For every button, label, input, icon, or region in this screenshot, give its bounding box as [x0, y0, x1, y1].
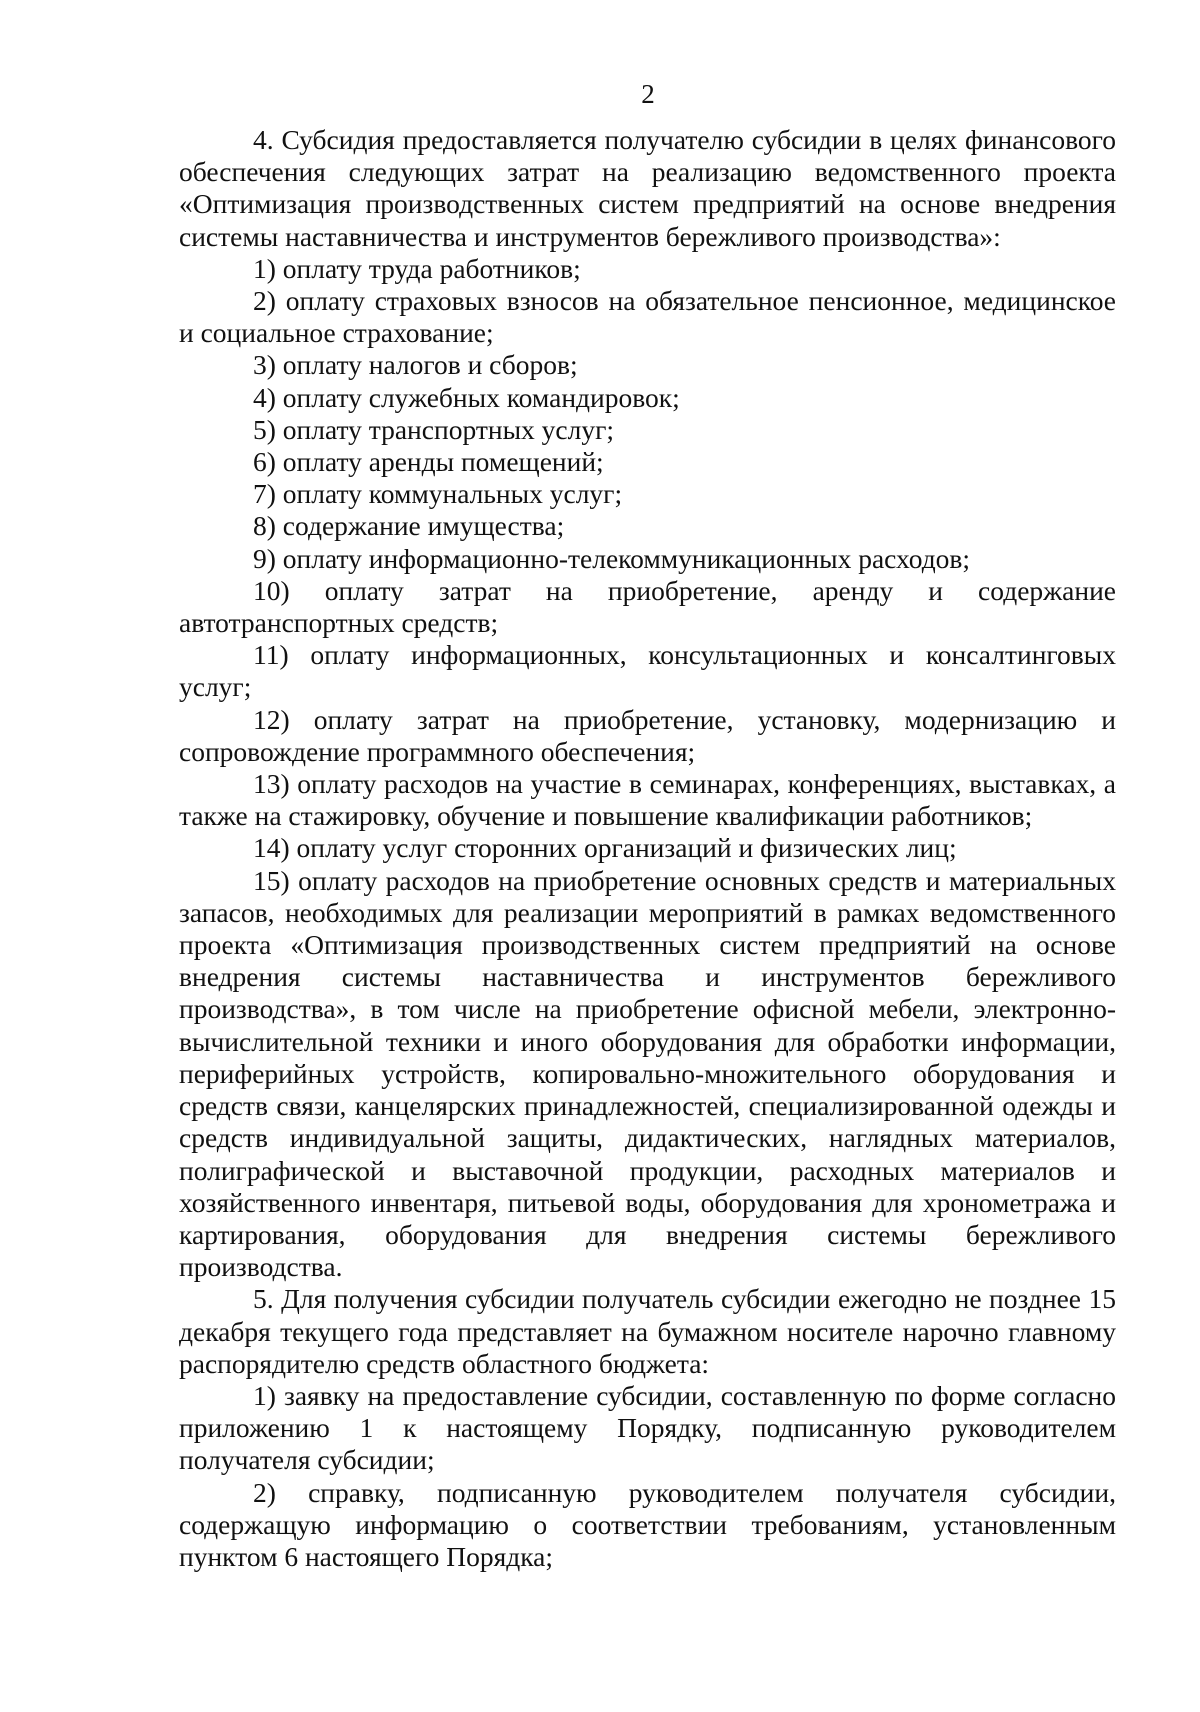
list-item-5-1: 1) заявку на предоставление субсидии, составленную по форме согласно приложению 1 к настоящему Порядку, подписанную руководителем получателя субсидии; — [179, 1379, 1116, 1476]
list-item-4-5: 5) оплату транспортных услуг; — [253, 413, 615, 445]
list-item-4-1: 1) оплату труда работников; — [253, 252, 581, 284]
page-number: 2 — [641, 79, 655, 109]
list-item-4-14: 14) оплату услуг сторонних организаций и физических лиц; — [253, 832, 957, 864]
list-item-4-6: 6) оплату аренды помещений; — [253, 446, 604, 478]
list-item-4-2: 2) оплату страховых взносов на обязательное пенсионное, медицинское и социальное страхование; — [179, 285, 1116, 349]
paragraph-5: 5. Для получения субсидии получатель субсидии ежегодно не позднее 15 декабря текущего года представляет на бумажном носителе нарочно главному распорядителю средств областного бюджета: — [179, 1283, 1116, 1379]
list-item-4-13: 13) оплату расходов на участие в семинарах, конференциях, выставках, а также на стажировку, обучение и повышение квалификации работников; — [179, 768, 1116, 832]
paragraph-4: 4. Субсидия предоставляется получателю субсидии в целях финансового обеспечения следующих затрат на реализацию ведомственного проекта «Оптимизация производственных систем предприятий на основе внедрения системы наставничества и инструментов бережливого производства»: — [179, 124, 1116, 252]
list-item-4-4: 4) оплату служебных командировок; — [253, 381, 680, 413]
list-item-4-11: 11) оплату информационных, консультационных и консалтинговых услуг; — [179, 639, 1116, 703]
list-item-4-12: 12) оплату затрат на приобретение, установку, модернизацию и сопровождение программного обеспечения; — [179, 703, 1116, 767]
list-item-4-7: 7) оплату коммунальных услуг; — [253, 478, 623, 510]
list-item-4-10: 10) оплату затрат на приобретение, аренду и содержание автотранспортных средств; — [179, 574, 1116, 639]
list-item-4-8: 8) содержание имущества; — [253, 510, 565, 542]
list-item-5-2: 2) справку, подписанную руководителем получателя субсидии, содержащую информацию о соответствии требованиям, установленным пунктом 6 настоящего Порядка; — [179, 1476, 1116, 1572]
document-body — [179, 124, 1116, 1573]
list-item-4-3: 3) оплату налогов и сборов; — [253, 349, 578, 381]
list-item-4-9: 9) оплату информационно-телекоммуникационных расходов; — [253, 542, 971, 574]
list-item-4-15: 15) оплату расходов на приобретение основных средств и материальных запасов, необходимых для реализации мероприятий в рамках ведомственного проекта «Оптимизация производственных систем предприятий на основе внедрения системы наставничества и инструментов бережливого производства», в том числе на приобретение офисной мебели, электронно-вычислительной техники и иного оборудования для обработки информации, периферийных устройств, копировально-множительного оборудования и средств связи, канцелярских принадлежностей, специализированной одежды и средств индивидуальной защиты, дидактических, наглядных материалов, полиграфической и выставочной продукции, расходных материалов и хозяйственного инвентаря, питьевой воды, оборудования для хронометража и картирования, оборудования для внедрения системы бережливого производства. — [179, 864, 1116, 1283]
